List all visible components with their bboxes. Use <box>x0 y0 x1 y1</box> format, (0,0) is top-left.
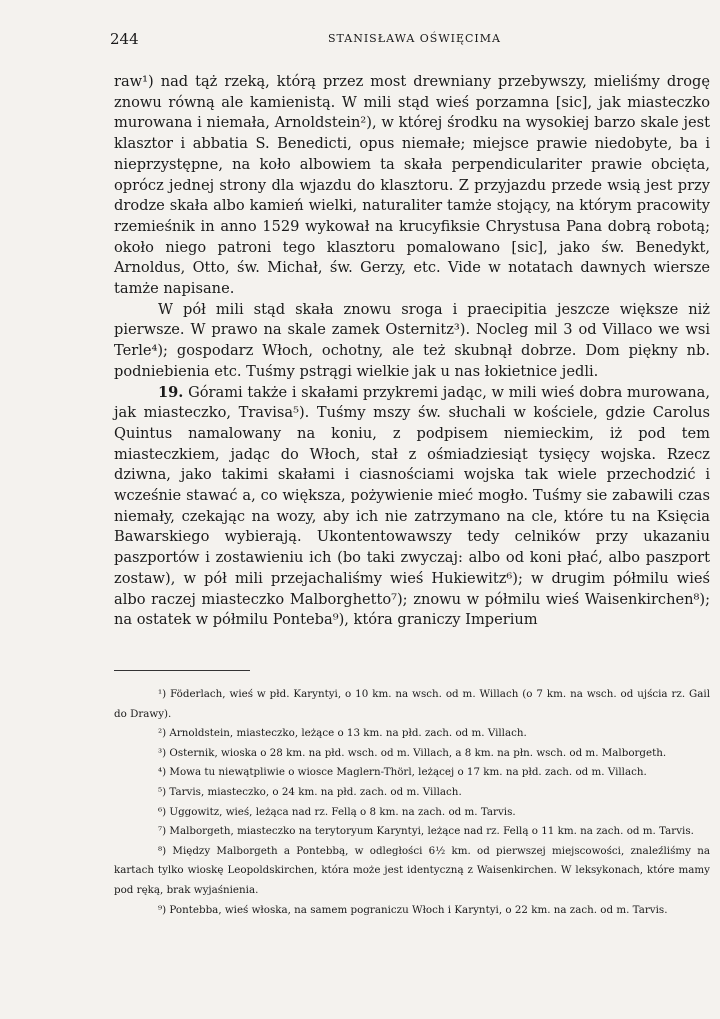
paragraph-1: raw¹) nad tąż rzeką, którą przez most drewniany przebywszy, mieliśmy drogę znowu równą ale kamienistą. W mili stąd wieś porzamna [sic], jak miasteczko murowana i niemała, Arnoldstein²), w której środku na wysokiej barzo skale jest klasztor i abbatia S. Benedicti, opus niemałe; miejsce prawie niedobyte, ba i nieprzystępne, na koło albowiem ta skała perpendiculariter prawie obcięta, oprócz jednej strony dla wjazdu do klasztoru. Z przyjazdu przede wsią jest przy drodze skała albo kamień wielki, naturaliter tamże stojący, na którym pracowity rzemieśnik in anno 1529 wykował na krucyfiksie Chrystusa Pana dobrą robotą; około niego patroni tego klasztoru pomalowano [sic], jako św. Benedykt, Arnoldus, Otto, św. Michał, św. Gerzy, etc. Vide w notatach dawnych wiersze tamże napisane. <box>114 73 710 298</box>
footnote-4: ⁴) Mowa tu niewątpliwie o wiosce Maglern-Thörl, leżącej o 17 km. na płd. zach. od m. Villach. <box>158 766 647 779</box>
page-header <box>110 30 710 52</box>
footnote-2: ²) Arnoldstein, miasteczko, leżące o 13 km. na płd. zach. od m. Villach. <box>158 727 527 740</box>
section-number: 19. <box>158 383 184 401</box>
paragraph-3 <box>114 383 710 631</box>
footnote-5: ⁵) Tarvis, miasteczko, o 24 km. na płd. zach. od m. Villach. <box>158 785 462 798</box>
footnote-divider <box>114 670 250 671</box>
main-text <box>114 72 710 631</box>
footnote-9: ⁹) Pontebba, wieś włoska, na samem pograniczu Włoch i Karyntyi, o 22 km. na zach. od m. Tarvis. <box>158 903 668 916</box>
footnote-6: ⁶) Uggowitz, wieś, leżąca nad rz. Fellą o 8 km. na zach. od m. Tarvis. <box>158 805 516 818</box>
paragraph-2: W pół mili stąd skała znowu sroga i praecipitia jeszcze większe niż pierwsze. W prawo na skale zamek Osternitz³). Nocleg mil 3 od Villaco we wsi Terle⁴); gospodarz Włoch, ochotny, ale też skubnął dobrze. Dom piękny nb. podniebienia etc. Tuśmy pstrągi wielkie jak u nas łokietnice jedli. <box>114 300 710 380</box>
footnote-3: ³) Osternik, wioska o 28 km. na płd. wsch. od m. Villach, a 8 km. na płn. wsch. od m. Malborgeth. <box>158 746 667 759</box>
footnotes <box>114 685 710 920</box>
running-title: STANISŁAWA OŚWIĘCIMA <box>328 32 501 45</box>
footnote-1: ¹) Föderlach, wieś w płd. Karyntyi, o 10 km. na wsch. od m. Willach (o 7 km. na wsch. od ujścia rz. Gail do Drawy). <box>114 688 710 720</box>
paragraph-3-text: Górami także i skałami przykremi jadąc, w mili wieś dobra murowana, jak miasteczko, Travisa⁵). Tuśmy mszy św. słuchali w kościele, gdzie Carolus Quintus namalowany na koniu, z podpisem niemieckim, iż pod tem miasteczkiem, jadąc do Włoch, stał z ośmiadziesiąt tysięcy wojska. Rzecz dziwna, jako takimi skałami i ciasnościami wojska tak wiele przechodzić i wcześnie stawać a, co większa, pożywienie mieć mogło. Tuśmy sie zabawili czas niemały, czekając na wozy, aby ich nie zatrzymano na cle, które tu na Księcia Bawarskiego wybierają. Ukontentowawszy tedy celników przy ukazaniu paszportów i zostawieniu ich (bo taki zwyczaj: albo od koni płać, albo paszport zostaw), w pół mili przejachaliśmy wieś Hukiewitz⁶); w drugim półmilu wieś albo raczej miasteczko Malborghetto⁷); znowu w półmilu wieś Waisenkirchen⁸); na ostatek w półmilu Ponteba⁹), która graniczy Imperium <box>114 383 710 629</box>
page-number: 244 <box>110 30 139 48</box>
footnote-7: ⁷) Malborgeth, miasteczko na terytoryum Karyntyi, leżące nad rz. Fellą o 11 km. na zach. od m. Tarvis. <box>158 825 694 838</box>
footnote-8: ⁸) Między Malborgeth a Pontebbą, w odległości 6½ km. od pierwszej miejscowości, znaleźliśmy na kartach tylko wioskę Leopoldskirchen, która może jest identyczną z Waisenkirchen. W leksykonach, które mamy pod ręką, brak wyjaśnienia. <box>114 844 710 896</box>
